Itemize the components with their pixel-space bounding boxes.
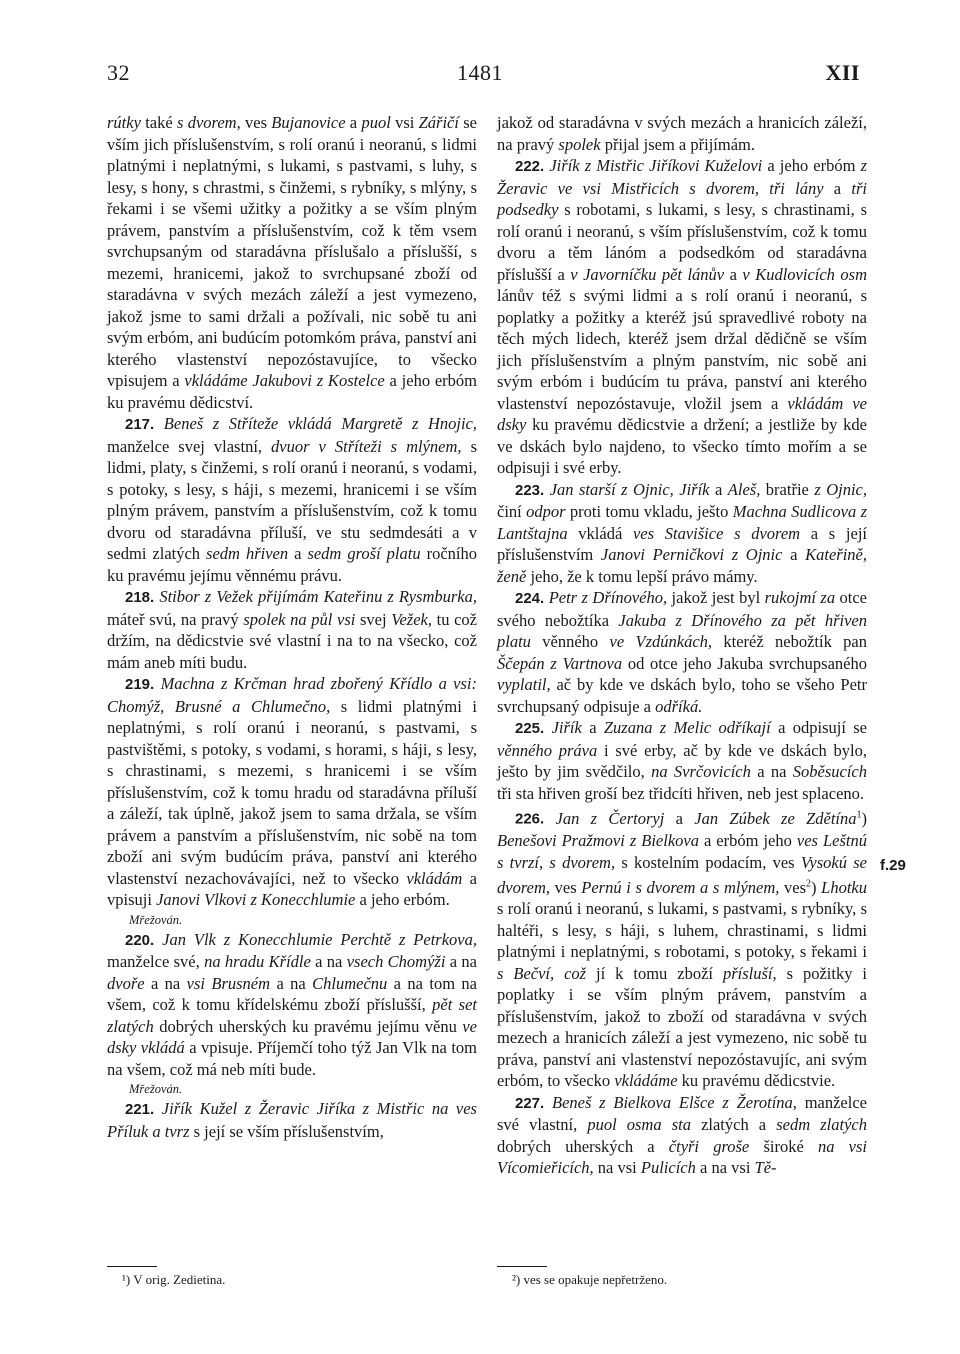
entry-text: Petr z Dřínového, jakož jest byl rukojmí za otce svého nebožtíka Jakuba z Dřínového za pět hřiven platu věnného ve Vzdúnkách, kteréž nebožtík pan Ščepán z Vartnova od otce jeho Jakuba svrchupsaného vyplatil, ač by kde ve dskách bylo, toho se všeho Petr svrchupsaný odpisuje a odříká. <box>497 588 868 716</box>
page-number: 32 <box>107 60 130 85</box>
registrar-signature: Mřežován. <box>129 912 183 927</box>
entry-text: Jiřík z Mistřic Jiříkovi Kuželovi a jeho erbóm z Žeravic ve vsi Mistřicích s dvorem, tři lány a tři podsedky s robotami, s lukami, s lesy, s chrastinami, s rolí oranú i neoranú, s vším příslušenstvím, což k tomu dvoru a těm lánóm a podsedkóm od staradávna příslušší a v Javorníčku pět lánův a v Kudlovicích osm lánův též s svými lidmi a s rolí oranú i neoranú, s poplatky a požitky a kteréž jsú spravedlivé roboty na těch mých lidech, kteréž jsem držal dědičně se vším jich příslušenstvím a plným panstvím, nic sobě ani svým erbóm i budúcím tu práva, panství ani kterého vlastenství nepozóstavuje, vložil jsem a vkládám ve dsky ku pravému dědicstvie a držení; a jestliže by kde ve dskách bylo najdeno, to všecko tímto mořím a se odpisuji i své erby. <box>497 156 867 477</box>
entry-text: Beneš z Stříteže vkládá Margretě z Hnojic, manželce svej vlastní, dvuor v Stříteži s mlýnem, s lidmi, platy, s činžemi, s rolí oranú i neoranú, s vodami, s potoky, s lesy, s háji, s mezemi, hranicemi i se vším plným právem, panstvím a příslušenstvím, což k tomu dvoru od staradávna příluší, ve stu sedmdesáti a v sedmi zlatých sedm hřiven a sedm groší platu ročního ku pravému jejímu věnnému právu. <box>107 414 477 585</box>
entry-text: Stibor z Vežek přijímám Kateřinu z Rysmburka, máteř svú, na pravý spolek na půl vsi svej Vežek, tu což držím, na dědicstvie své vlastní i na to na všecko, což mám aneb míti budu. <box>107 587 477 672</box>
right-column <box>497 112 867 1179</box>
entry-225 <box>497 717 867 804</box>
footnote-rule-left <box>107 1266 157 1267</box>
entry-number: 221. <box>125 1101 162 1118</box>
entry-number: 227. <box>515 1094 553 1112</box>
entry-219 <box>107 673 477 911</box>
folio-margin-note: f.29 <box>880 857 906 874</box>
entry-number: 218. <box>125 589 160 606</box>
entry-number: 224. <box>515 590 549 607</box>
entry-223 <box>497 479 867 588</box>
entry-224 <box>497 587 867 717</box>
entry-220 <box>107 929 477 1081</box>
registrar-signature: Mřežován. <box>129 1082 183 1096</box>
entry-continuation <box>497 112 867 155</box>
entry-text: jakož od staradávna v svých mezách a hranicích záleží, na pravý spolek přijal jsem a přijímám. <box>497 113 867 154</box>
entry-text: Jan z Čertoryj a Jan Zúbek ze Zdětína$^1$) Benešovi Pražmovi z Bielkova a erbóm jeho ves Leštnú s tvrzí, s dvorem, s kostelním podacím, ves Vysokú se dvorem, ves Pernú i s dvorem a s mlýnem, ves$^2$) Lhotku s rolí oranú i neoranú, s lukami, s pastvami, s rybníky, s haltéři, s lesy, s háji, s luhem, chrastinami, s lidmi platnými i neplatnými, s robotami, s potoky, s řekami i s Bečví, což jí k tomu zboží přísluší, s požitky i poplatky i se vším plným právem, panstvím a příslušenstvím, jakož to zboží od staradávna v svých mezech a hranicích záleží a jest vymezeno, nic sobě tu práva, panství ani vlastenství nepozóstavujíc, ani svým erbóm, to všecko vkládáme ku pravému dědicstvie. <box>497 808 868 1090</box>
entry-text: Jiřík Kužel z Žeravic Jiříka z Mistřic na ves Příluk a tvrz s její se vším příslušenstvím, <box>107 1099 477 1141</box>
entry-number: 219. <box>125 676 161 693</box>
left-column <box>107 112 477 1142</box>
section-number: XII <box>825 60 860 85</box>
running-year: 1481 <box>457 60 503 85</box>
entry-227 <box>497 1092 867 1179</box>
entry-222 <box>497 155 867 479</box>
entry-number: 222. <box>515 158 550 175</box>
entry-text: Machna z Krčman hrad zbořený Křídlo a vsi: Chomýž, Brusné a Chlumečno, s lidmi platnými i neplatnými, s rolí oranú i neoranú, s pastvami, s pastvištěmi, s potoky, s vodami, s horami, s háji, s lesy, s chrastinami, s mezemi, s hranicemi i se vším příslušenstvím, což k tomu hradu od staradávna příluší a záleží, tak úplně, jakož jsem to sama držala, se vším právem a panstvím a příslušenstvím, nic sobě na tom zboží ani svým budúcím práva, panství ani kterého vlastenství nezachovávajíci, než to všecko vkládám a vpisuji Janovi Vlkovi z Konecchlumie a jeho erbóm. <box>107 674 477 909</box>
footnote-left: ¹) V orig. Zedietina. <box>122 1272 226 1287</box>
entry-number: 220. <box>125 931 163 949</box>
entry-218 <box>107 586 477 673</box>
entry-text: Jan Vlk z Konecchlumie Perchtě z Petrkova, manželce své, na hradu Křídle a na vsech Chomýži a na dvoře a na vsi Brusném a na Chlumečnu a na tom na všem, což k tomu křídelskému zboží příslušší, pět set zlatých dobrých uherských ku pravému jejímu věnu ve dsky vkládá a vpisuje. Příjemčí toho týž Jan Vlk na tom na všem, což má neb míti bude. <box>107 929 477 1079</box>
entry-continuation <box>107 112 477 413</box>
entry-226 <box>497 804 867 1092</box>
footnote-right: ²) ves se opakuje nepřetrženo. <box>512 1272 668 1287</box>
entry-number: 223. <box>515 481 550 499</box>
entry-number: 217. <box>125 416 164 433</box>
entry-text: Jan starší z Ojnic, Jiřík a Aleš, bratřie z Ojnic, činí odpor proti tomu vkladu, ješto Machna Sudlicova z Lantštajna vkládá ves Stavišice s dvorem a s její příslušenstvím Janovi Perničkovi z Ojnic a Kateřině, ženě jeho, že k tomu lepší právo mámy. <box>497 479 868 586</box>
entry-text: rútky také s dvorem, ves Bujanovice a puol vsi Zářičí se vším jich příslušenstvím, s rolí oranú i neoranú, s lidmi platnými i neplatnými, s lukami, s pastvami, s luhy, s lesy, s hony, s chrastmi, s činžemi, s rybníky, s mlýny, s řekami i se všemi užitky a požitky a se vším plným právem, panstvím a příslušenstvím, což k těm vsem svrchupsaným od staradávna příslušalo a příslušší, s mezemi, hranicemi, jakož to svrchupsané zboží od staradávna v svých mezách záleží a jest vymezeno, jakož jsme to sami držali a požívali, nic sobě tu ani svým erbóm, ani budúcím potomkóm práva, panství ani kterého vlastenství nepozóstavujíce, to všecko vpisujem a vkládáme Jakubovi z Kostelce a jeho erbóm ku pravému dědicství. <box>107 113 478 412</box>
entry-number: 226. <box>515 810 556 828</box>
footnote-rule-right <box>497 1266 547 1267</box>
entry-number: 225. <box>515 720 552 737</box>
entry-221 <box>107 1098 477 1142</box>
entry-text: Beneš z Bielkova Elšce z Žerotína, manželce své vlastní, puol osma sta zlatých a sedm zlatých dobrých uherských a čtyři groše široké na vsi Vícomieřicích, na vsi Pulicích a na vsi Tě- <box>497 1092 867 1177</box>
entry-217 <box>107 413 477 586</box>
entry-text: Jiřík a Zuzana z Melic odříkají a odpisují se věnného práva i své erby, ač by kde ve dskách bylo, ješto by jim svědčilo, na Svrčovicích a na Soběsucích tři sta hřiven groší bez třidcíti hřiven, neb jest splaceno. <box>497 718 868 803</box>
